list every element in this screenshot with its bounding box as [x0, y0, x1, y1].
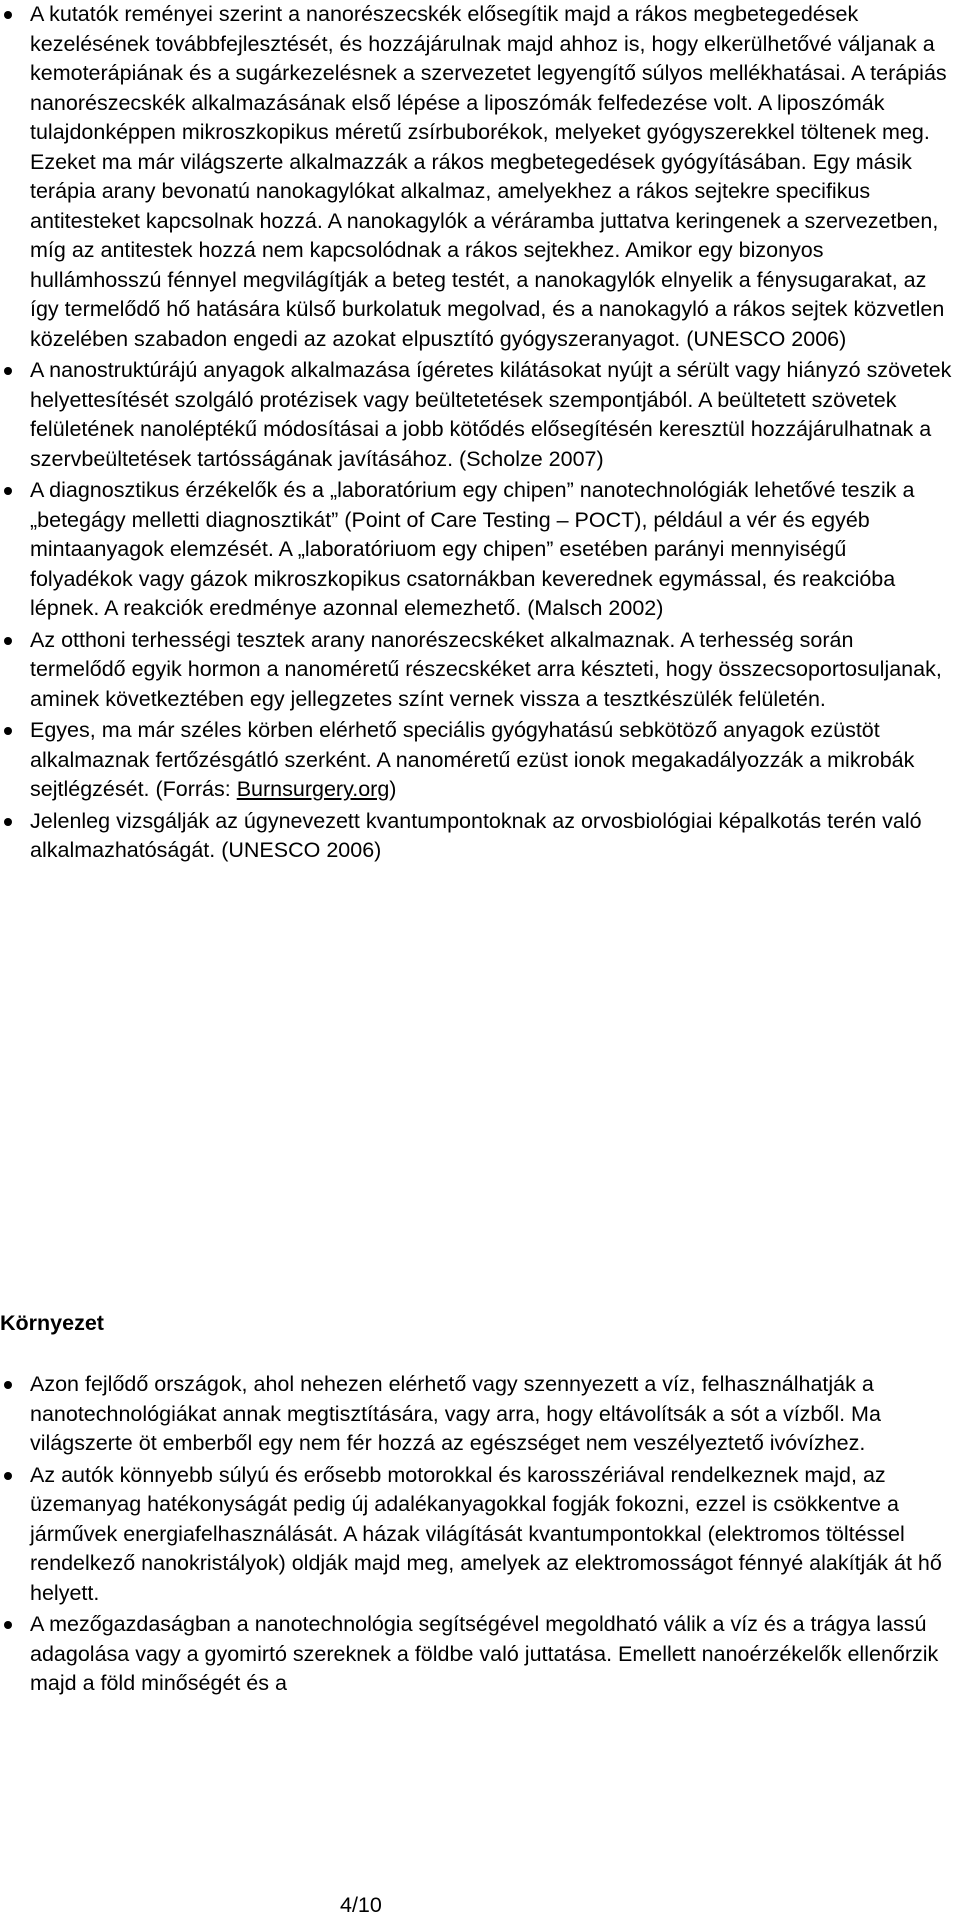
list-item	[0, 1370, 960, 1459]
list-item-text: A mezőgazdaságban a nanotechnológia segítségével megoldható válik a víz és a trágya lassú adagolása vagy a gyomirtó szereknek a földbe való juttatása. Emellett nanoérzékelők ellenőrzik majd a föld minőségét és a	[30, 1612, 939, 1695]
list-item-text: Az autók könnyebb súlyú és erősebb motorokkal és karosszériával rendelkeznek majd, az üzemanyag hatékonyságát pedig új adalékanyagokkal fogják fokozni, ezzel is csökkentve a járművek energiafelhasználását. A házak világítását kvantumpontokkal (elektromos töltéssel rendelkező nanokristályok) oldják majd meg, amelyek az elektromosságot fénnyé alakítják át hő helyett.	[30, 1462, 942, 1605]
list-item-text	[30, 718, 914, 801]
list-item-text: Jelenleg vizsgálják az úgynevezett kvantumpontoknak az orvosbiológiai képalkotás terén való alkalmazhatóságát. (UNESCO 2006)	[30, 808, 922, 862]
bullet-icon	[4, 487, 12, 495]
bullet-icon	[4, 11, 12, 19]
list-item	[0, 1461, 960, 1609]
page-number: 4/10	[340, 1893, 382, 1917]
list-item-text-before: Egyes, ma már széles körben elérhető speciális gyógyhatású sebkötöző anyagok ezüstöt alkalmaznak fertőzésgátló szerként. A nanoméretű ezüst ionok megakadályozzák a mikrobák sejtlégzését. (Forrás:	[30, 718, 915, 801]
list-item	[0, 626, 960, 715]
bullet-icon	[4, 818, 12, 826]
list-item-text: Azon fejlődő országok, ahol nehezen elérhető vagy szennyezett a víz, felhasználhatják a nanotechnológiákat annak megtisztítására, vagy arra, hogy eltávolítsák a sót a vízből. Ma világszerte öt emberből egy nem fér hozzá az egészséget nem veszélyeztető ivóvízhez.	[30, 1372, 881, 1455]
list-item	[0, 807, 960, 866]
list-item	[0, 0, 960, 354]
section-heading: Környezet	[0, 1311, 104, 1335]
bullet-list-health	[0, 0, 960, 868]
list-item-text: A nanostruktúrájú anyagok alkalmazása ígéretes kilátásokat nyújt a sérült vagy hiányzó szövetek helyettesítését szolgáló protézisek vagy beültetetések szempontjából. A beültetett szövetek felületének nanoléptékű módosításai a jobb kötődés elősegítésén keresztül hozzájárulhatnak a szervbeültetések tartósságának javításához. (Scholze 2007)	[30, 358, 952, 471]
bullet-icon	[4, 1381, 12, 1389]
bullet-icon	[4, 1472, 12, 1480]
bullet-icon	[4, 637, 12, 645]
bullet-icon	[4, 367, 12, 375]
list-item-text: Az otthoni terhességi tesztek arany nanorészecskéket alkalmaznak. A terhesség során termelődő egyik hormon a nanoméretű részecskéket arra készteti, hogy összecsoportosuljanak, aminek következtében egy jellegzetes színt vernek vissza a tesztkészülék felületén.	[30, 627, 942, 711]
bullet-icon	[4, 727, 12, 735]
list-item-text-after: )	[389, 777, 397, 801]
bullet-list-environment	[0, 1370, 960, 1701]
bullet-icon	[4, 1621, 12, 1629]
list-item	[0, 476, 960, 624]
list-item-text: A kutatók reményei szerint a nanorészecskék elősegítik majd a rákos megbetegedések kezelésének továbbfejlesztését, és hozzájárulnak majd ahhoz is, hogy elkerülhetővé váljanak a kemoterápiának és a sugárkezelésnek a szervezetet legyengítő súlyos mellékhatásai. A terápiás nanorészecskék alkalmazásának első lépése a liposzómák felfedezése volt. A liposzómák tulajdonképpen mikroszkopikus méretű zsírbuborékok, melyeket gyógyszerekkel töltenek meg. Ezeket ma már világszerte alkalmazzák a rákos megbetegedések gyógyításában. Egy másik terápia arany bevonatú nanokagylókat alkalmaz, amelyekhez a rákos sejtekre specifikus antitesteket kapcsolnak hozzá. A nanokagylók a véráramba juttatva keringenek a szervezetben, míg az antitestek hozzá nem kapcsolódnak a rákos sejtekhez. Amikor egy bizonyos hullámhosszú fénnyel megvilágítják a beteg testét, a nanokagylók elnyelik a fénysugarakat, az így termelődő hő hatására külső burkolatuk megolvad, és a nanokagyló a rákos sejtek közvetlen közelében szabadon engedi az azokat elpusztító gyógyszeranyagot. (UNESCO 2006)	[30, 2, 947, 351]
list-item-text: A diagnosztikus érzékelők és a „laboratórium egy chipen” nanotechnológiák lehetővé teszik a „betegágy melletti diagnosztikát” (Point of Care Testing – POCT), például a vér és egyéb mintaanyagok elemzését. A „laboratóriuom egy chipen” esetében parányi mennyiségű folyadékok vagy gázok mikroszkopikus csatornákban keverednek egymással, és reakcióba lépnek. A reakciók eredménye azonnal elemezhető. (Malsch 2002)	[30, 478, 915, 620]
list-item	[0, 716, 960, 805]
list-item	[0, 1610, 960, 1699]
source-link[interactable]: Burnsurgery.org	[236, 777, 390, 801]
list-item	[0, 356, 960, 474]
